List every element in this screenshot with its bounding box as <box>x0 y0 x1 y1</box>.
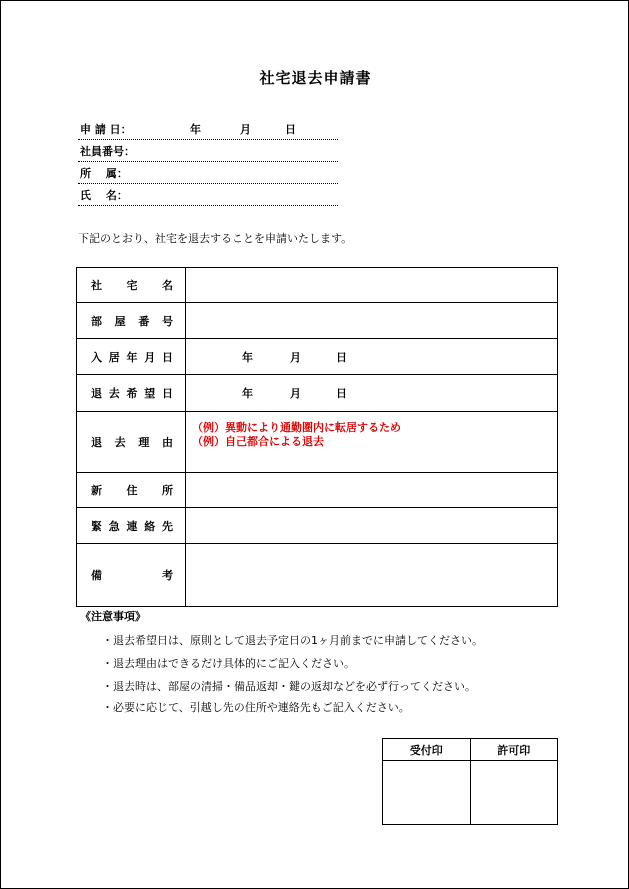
emergency-contact-row <box>77 508 558 544</box>
date-month-label: 月 <box>290 387 301 400</box>
note-item: ・退去希望日は、原則として退去予定日の1ヶ月前までに申請してください。 <box>102 634 483 647</box>
label-char: 新 <box>91 484 102 497</box>
label-char: 急 <box>108 519 120 533</box>
note-item: ・退去時は、部屋の清掃・備品返却・鍵の返却などを必ず行ってください。 <box>102 680 476 693</box>
label-char: 去 <box>108 387 120 400</box>
approved-stamp-label: 許可印 <box>470 739 558 761</box>
label-char: 屋 <box>114 314 126 328</box>
label-char: 名 <box>162 279 173 292</box>
stamp-header-row <box>383 739 558 761</box>
leave-reason-row <box>77 412 558 473</box>
label-char: 備 <box>91 569 102 582</box>
label-char: 退 <box>91 387 102 400</box>
year-label: 年 <box>190 123 201 136</box>
label-char: 先 <box>162 519 173 533</box>
name-label: 氏 名： <box>80 189 128 202</box>
emergency-contact-label <box>77 508 186 544</box>
reason-example-2: （例）自己都合による退去 <box>192 435 324 448</box>
label-char: 希 <box>126 387 138 400</box>
room-number-row <box>77 303 558 339</box>
intro-text: 下記のとおり、社宅を退去することを申請いたします。 <box>78 232 353 245</box>
day-label: 日 <box>285 123 296 136</box>
label-char: 年 <box>126 350 138 364</box>
note-item: ・退去理由はできるだけ具体的にご記入ください。 <box>102 657 355 670</box>
label-char: 連 <box>126 519 138 533</box>
name-row <box>78 186 338 206</box>
label-char: 日 <box>162 350 173 364</box>
label-char: 部 <box>91 314 102 328</box>
note-item: ・必要に応じて、引越し先の住所や連絡先もご記入ください。 <box>102 701 410 714</box>
month-label: 月 <box>240 123 251 136</box>
label-char: 所 <box>162 484 173 497</box>
remarks-row <box>77 544 558 607</box>
received-stamp-box[interactable] <box>383 761 471 825</box>
label-char: 月 <box>144 350 156 364</box>
label-char: 住 <box>126 484 138 497</box>
label-char: 号 <box>161 314 173 328</box>
date-day-label: 日 <box>336 387 347 400</box>
date-year-label: 年 <box>242 387 253 400</box>
desired-leave-date-label <box>77 375 186 412</box>
company-housing-label <box>77 268 186 303</box>
label-char: 入 <box>91 350 102 364</box>
label-char: 日 <box>162 387 173 400</box>
application-date-label: 申 請 日： <box>80 123 132 136</box>
date-day-label: 日 <box>336 351 347 364</box>
move-in-date-row <box>77 339 558 375</box>
label-char: 番 <box>138 314 150 328</box>
label-char: 考 <box>162 569 173 582</box>
employee-number-row <box>78 142 338 162</box>
department-row <box>78 164 338 184</box>
move-in-date-field[interactable] <box>186 339 558 375</box>
received-stamp-label: 受付印 <box>383 739 471 761</box>
application-table <box>76 267 558 607</box>
label-char: 退 <box>91 436 102 449</box>
label-char: 緊 <box>91 519 102 533</box>
department-label: 所 属： <box>80 167 128 180</box>
remarks-label <box>77 544 186 607</box>
room-number-field[interactable] <box>186 303 558 339</box>
new-address-field[interactable] <box>186 473 558 508</box>
room-number-label <box>77 303 186 339</box>
date-month-label: 月 <box>290 351 301 364</box>
stamp-table <box>382 738 558 825</box>
label-char: 社 <box>91 279 102 292</box>
emergency-contact-field[interactable] <box>186 508 558 544</box>
label-char: 由 <box>161 436 173 449</box>
desired-leave-date-row <box>77 375 558 412</box>
move-in-date-label <box>77 339 186 375</box>
label-char: 絡 <box>144 519 156 533</box>
desired-leave-date-field[interactable] <box>186 375 558 412</box>
leave-reason-label <box>77 412 186 473</box>
company-housing-field[interactable] <box>186 268 558 303</box>
date-year-label: 年 <box>242 351 253 364</box>
employee-number-label: 社員番号： <box>80 145 135 158</box>
document-title: 社宅退去申請書 <box>259 69 372 87</box>
remarks-field[interactable] <box>186 544 558 607</box>
approved-stamp-box[interactable] <box>470 761 558 825</box>
stamp-body-row <box>383 761 558 825</box>
label-char: 去 <box>114 436 126 449</box>
label-char: 宅 <box>126 279 138 292</box>
reason-example-1: （例）異動により通勤圏内に転居するため <box>192 421 401 434</box>
new-address-label <box>77 473 186 508</box>
notes-title: 《注意事項》 <box>80 610 146 623</box>
label-char: 望 <box>144 387 156 400</box>
application-date-row <box>78 120 338 140</box>
leave-reason-field[interactable] <box>186 412 558 473</box>
new-address-row <box>77 473 558 508</box>
label-char: 理 <box>138 436 150 449</box>
label-char: 居 <box>108 350 120 364</box>
company-housing-row <box>77 268 558 303</box>
